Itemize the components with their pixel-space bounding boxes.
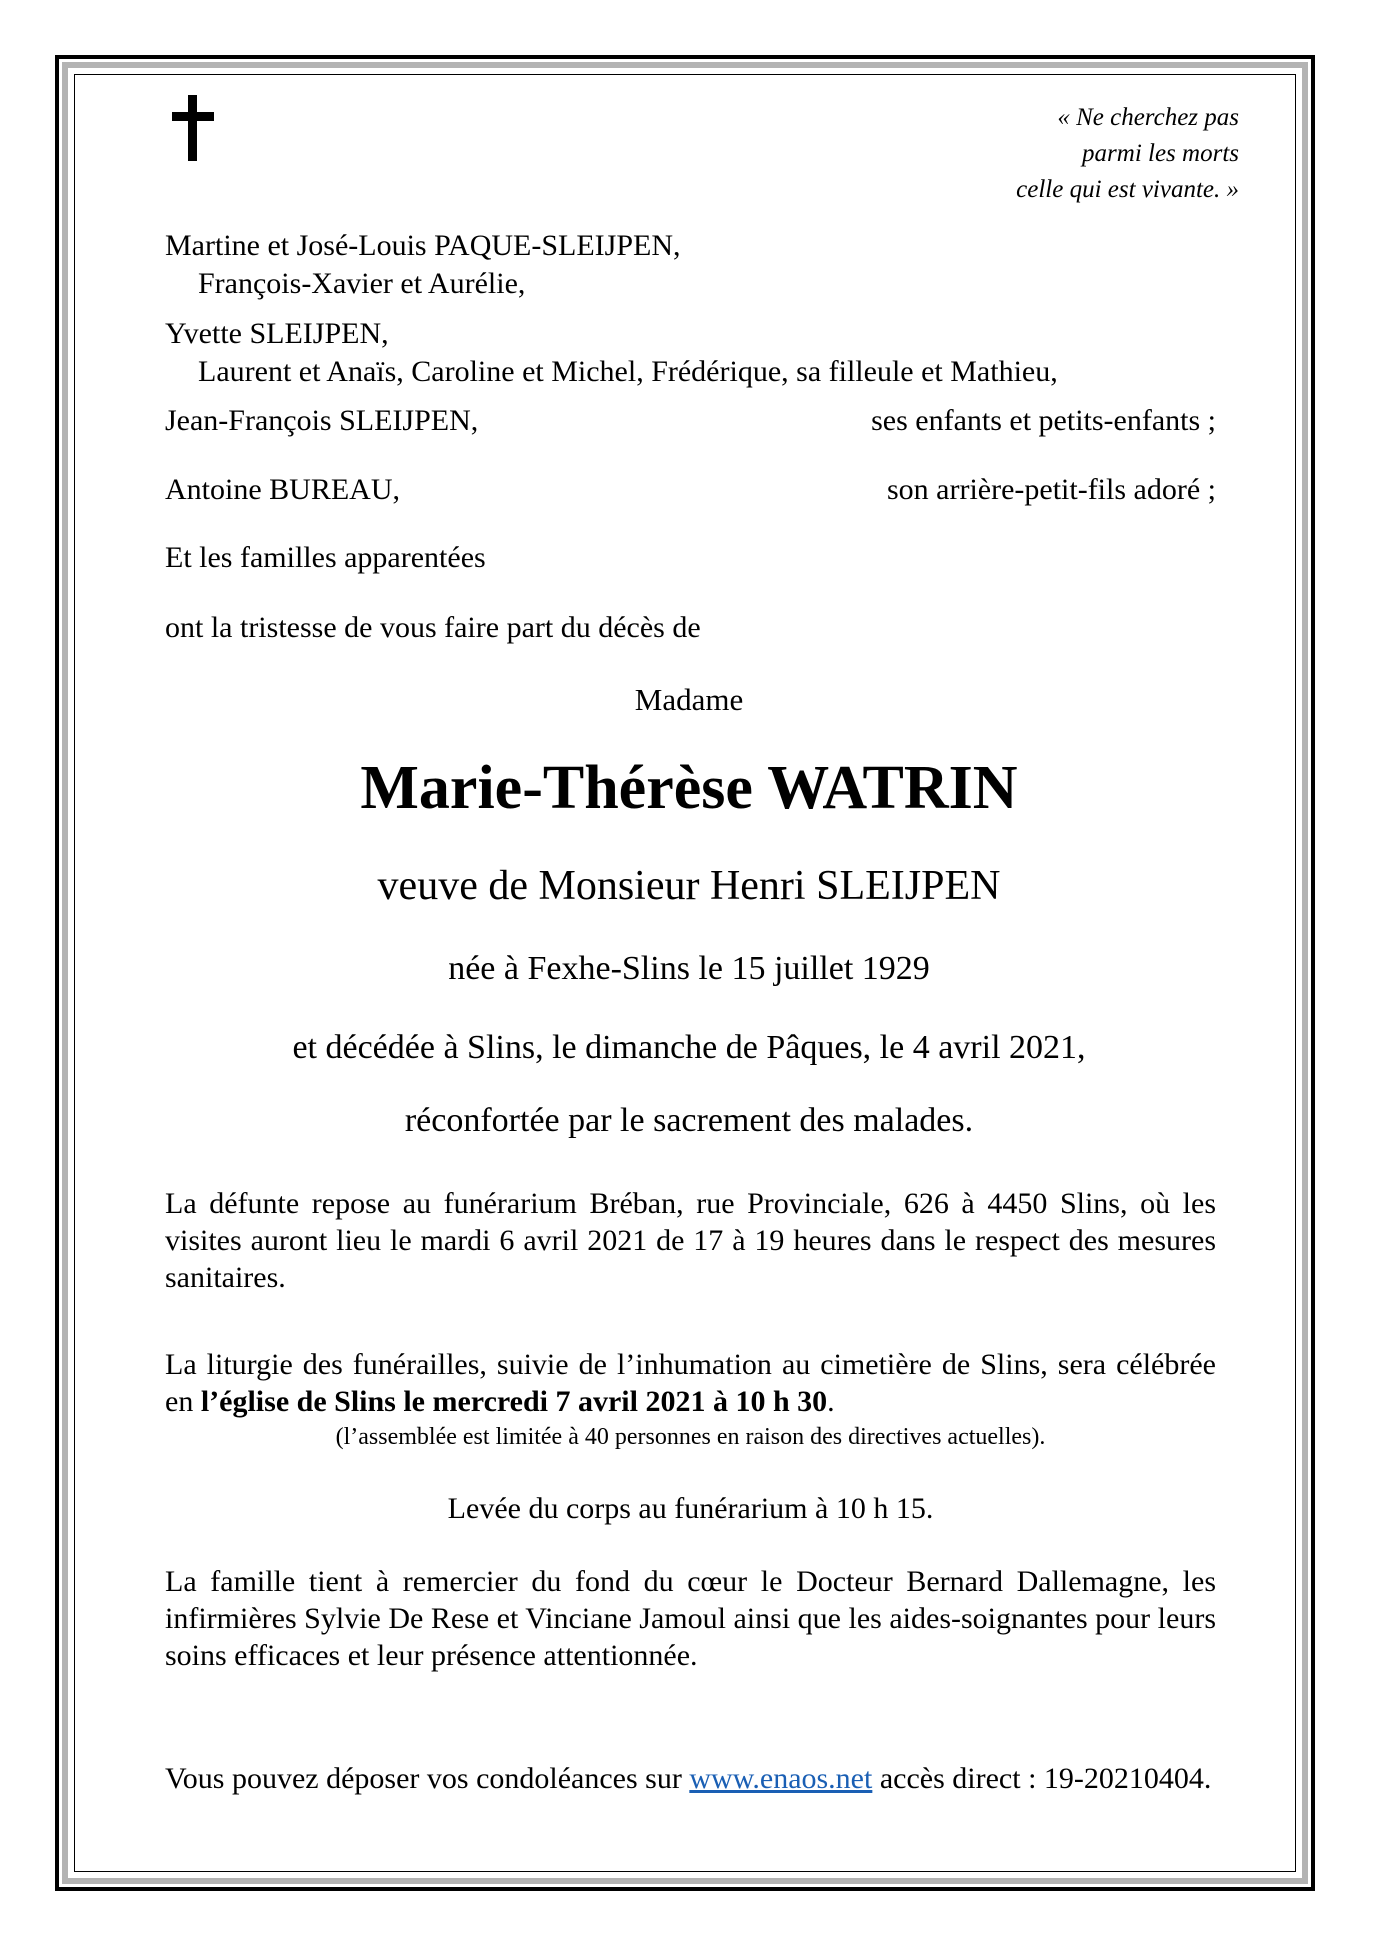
family-line: Yvette SLEIJPEN, [165,317,389,350]
quote-line: celle qui est vivante. » [1016,176,1239,203]
family-line: Martine et José-Louis PAQUE-SLEIJPEN, [165,229,681,262]
family-line: Antoine BUREAU, [165,473,400,506]
cross-icon [172,95,214,161]
family-relation: ses enfants et petits-enfants ; [871,404,1216,437]
death-line: et décédée à Slins, le dimanche de Pâques, le 4 avril 2021, [292,1029,1086,1066]
sacrament-line: réconfortée par le sacrement des malades. [404,1102,974,1139]
deceased-widow-of: veuve de Monsieur Henri SLEIJPEN [377,863,1001,909]
condolences-access-code: accès direct : 19-20210404. [872,1762,1212,1795]
epigraph-quote [1016,100,1239,208]
thanks-paragraph: La famille tient à remercier du fond du cœur le Docteur Bernard Dallemagne, les infirmières Sylvie De Rese et Vinciane Jamoul ainsi que les aides-soignantes pour leurs soins efficaces et leur présence attentionnée. [165,1565,1216,1672]
deceased-name: Marie-Thérèse WATRIN [360,754,1018,822]
deceased-title: Madame [634,682,744,717]
quote-line: « Ne cherchez pas [1057,104,1239,131]
enaos-link[interactable]: www.enaos.net [689,1762,873,1795]
family-line: Et les familles apparentées [165,541,486,574]
liturgy-church-date: l’église de Slins le mercredi 7 avril 2021 à 10 h 30 [200,1385,828,1418]
quote-line: parmi les morts [1082,140,1239,167]
family-line: François-Xavier et Aurélie, [198,267,526,300]
condolences-paragraph [165,1760,1216,1797]
family-relation: son arrière-petit-fils adoré ; [886,473,1216,506]
condolences-text: Vous pouvez déposer vos condoléances sur [165,1762,690,1795]
liturgy-paragraph [165,1346,1216,1420]
birth-line: née à Fexhe-Slins le 15 juillet 1929 [448,950,930,987]
announcement-line: ont la tristesse de vous faire part du décès de [165,611,701,644]
family-line: Laurent et Anaïs, Caroline et Michel, Frédérique, sa filleule et Mathieu, [198,355,1058,388]
liturgy-text: La liturgie des funérailles, suivie de l’inhumation au cimetière de Slins, sera célébrée en [165,1348,1216,1418]
attendance-note: (l’assemblée est limitée à 40 personnes en raison des directives actuelles). [335,1424,1046,1450]
liturgy-end: . [827,1385,835,1418]
levee-line: Levée du corps au funérarium à 10 h 15. [447,1492,934,1525]
visitation-paragraph: La défunte repose au funérarium Bréban, rue Provinciale, 626 à 4450 Slins, où les visites auront lieu le mardi 6 avril 2021 de 17 à 19 heures dans le respect des mesures sanitaires. [165,1187,1216,1294]
family-line: Jean-François SLEIJPEN, [165,404,479,437]
